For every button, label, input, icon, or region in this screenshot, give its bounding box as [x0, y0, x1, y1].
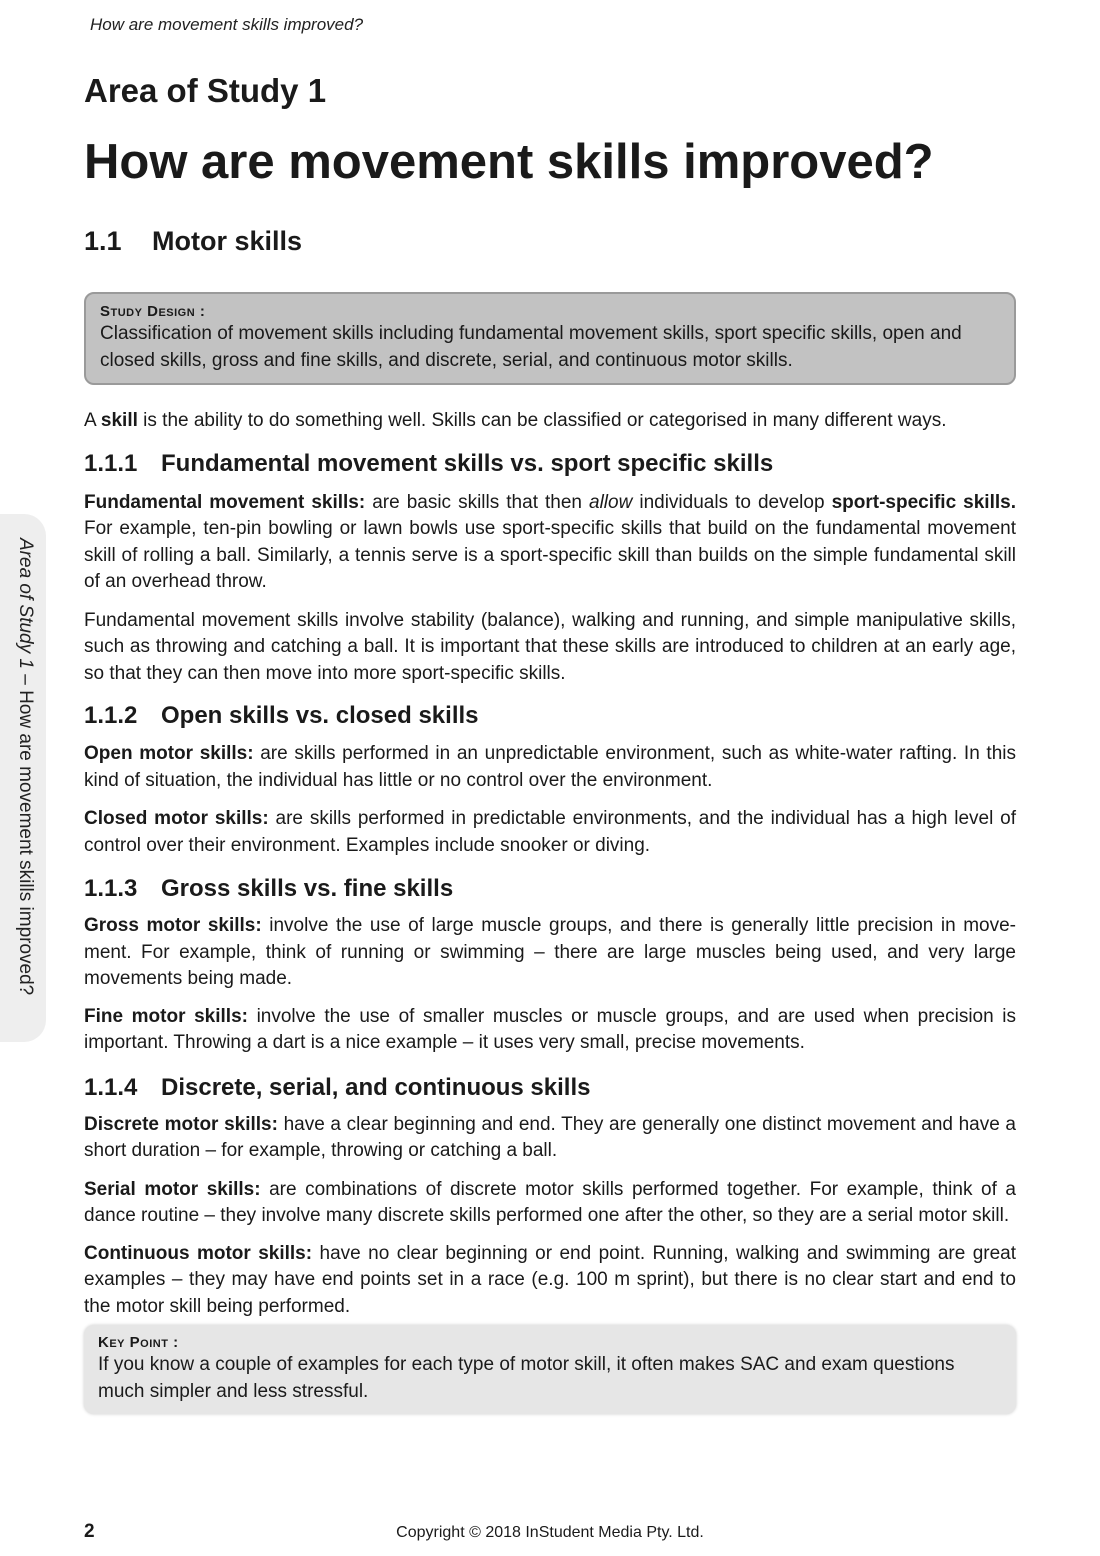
term: Fine motor skills:: [84, 1005, 248, 1027]
paragraph: [84, 741, 1016, 794]
subsection-heading-1-1-4: [84, 1073, 1016, 1103]
paragraph: Fundamental movement skills involve stability (balance), walking and running, and simple manipulative skills, such as throwing and catching a ball. It is important that these skills are introduced to children at an early age, so that they can then move into more sport-specific skills.: [84, 609, 1016, 684]
paragraph: [84, 1004, 1016, 1057]
text: For example, ten-pin bowling or lawn bowls use sport-specific skills that build on the fundamental movement skill of rolling a ball. Similarly, a tennis serve is a sport-specific skill than builds on the simple fundamental skill of an overhead throw.: [84, 518, 1016, 592]
subsection-title: Gross skills vs. fine skills: [161, 875, 454, 902]
term: Closed motor skills:: [84, 808, 269, 829]
page-content: [84, 72, 1016, 1414]
page-title: How are movement skills improved?: [84, 135, 934, 189]
text: are skills performed in an unpredictable environment, such as white-water rafting. In this kind of situation, the individual has little or no control over the environment.: [84, 743, 1016, 791]
key-point-text: If you know a couple of examples for each type of motor skill, it often makes SAC and exam questions much simpler and less stressful.: [98, 1354, 955, 1402]
term: Discrete motor skills:: [84, 1113, 278, 1135]
text: are basic skills that then: [365, 491, 590, 513]
running-header: How are movement skills improved?: [90, 15, 364, 34]
subsection-number: 1.1.4: [84, 1073, 138, 1101]
paragraph: [84, 1112, 1016, 1165]
subsection-title: Discrete, serial, and continuous skills: [161, 1073, 591, 1101]
paragraph: [84, 1241, 1016, 1321]
text: have a clear beginning and end. They are generally one distinct movement and have a short duration – for example, throwing or catching a ball.: [84, 1113, 1016, 1161]
key-point-label: Key Point :: [98, 1334, 179, 1351]
side-tab-topic: How are movement skills improved?: [15, 690, 36, 996]
study-design-label: Study Design :: [100, 303, 206, 320]
term: Continuous motor skills:: [84, 1242, 313, 1264]
section-number: 1.1: [84, 226, 122, 256]
text: have no clear beginning or end point. Running, walking and swimming are great examples – they may have end points set in a race (e.g. 100 m sprint), but there is no clear start and end to the motor skill being performed.: [84, 1242, 1017, 1317]
term: sport-specific skills.: [831, 491, 1016, 513]
paragraph: [84, 490, 1016, 596]
study-design-text: Classification of movement skills including fundamental movement skills, sport specific skills, open and closed skills, gross and fine skills, and discrete, serial, and continuous motor skills.: [100, 323, 962, 371]
intro-paragraph: [84, 408, 1016, 435]
subsection-number: 1.1.2: [84, 702, 138, 729]
term: Gross motor skills:: [84, 915, 262, 936]
subsection-title: Open skills vs. closed skills: [161, 702, 479, 729]
term: Fundamental movement skills:: [84, 491, 366, 513]
subsection-heading-1-1-1: [84, 449, 1016, 479]
term: skill: [100, 410, 138, 431]
text: A: [84, 410, 101, 431]
text: individuals to develop: [632, 491, 832, 513]
subsection-number: 1.1.1: [84, 449, 138, 477]
paragraph: [84, 1177, 1016, 1230]
area-heading: Area of Study 1: [84, 72, 327, 109]
term: Serial motor skills:: [84, 1178, 261, 1200]
section-title: Motor skills: [152, 226, 303, 256]
subsection-heading-1-1-3: [84, 874, 1016, 904]
paragraph: [84, 913, 1016, 993]
text: are combinations of discrete motor skills performed together. For example, think of a dance routine – they involve many discrete skills performed one after the other, so they are a serial motor skill.: [84, 1178, 1016, 1226]
page-number: 2: [84, 1521, 95, 1542]
term: Open motor skills:: [84, 743, 254, 764]
text: involve the use of smaller muscles or muscle groups, and are used when precision is important. Throwing a dart is a nice example – it uses very small, precise movements.: [84, 1005, 1016, 1053]
key-point-box: [84, 1325, 1016, 1414]
text: involve the use of large muscle groups, and there is generally little precision in move-ment. For example, think of running or swimming – there are large muscles being used, and very large movements being made.: [84, 915, 1016, 989]
subsection-heading-1-1-2: [84, 701, 1016, 731]
emphasis: allow: [589, 491, 633, 513]
copyright: Copyright © 2018 InStudent Media Pty. Ltd.: [396, 1524, 704, 1541]
section-heading: [84, 224, 1016, 258]
side-tab-area: Area of Study 1: [15, 538, 36, 669]
side-tab-label: [14, 538, 36, 995]
text: is the ability to do something well. Skills can be classified or categorised in many different ways.: [137, 410, 947, 431]
text: are skills performed in predictable environments, and the individual has a high level of control over their environment. Examples include snooker or diving.: [84, 808, 1016, 856]
paragraph: [84, 806, 1016, 859]
subsection-title: Fundamental movement skills vs. sport specific skills: [161, 449, 774, 477]
side-tab-separator: –: [15, 668, 36, 691]
side-tab: [0, 514, 46, 1042]
subsection-number: 1.1.3: [84, 875, 138, 902]
study-design-box: [84, 292, 1016, 385]
